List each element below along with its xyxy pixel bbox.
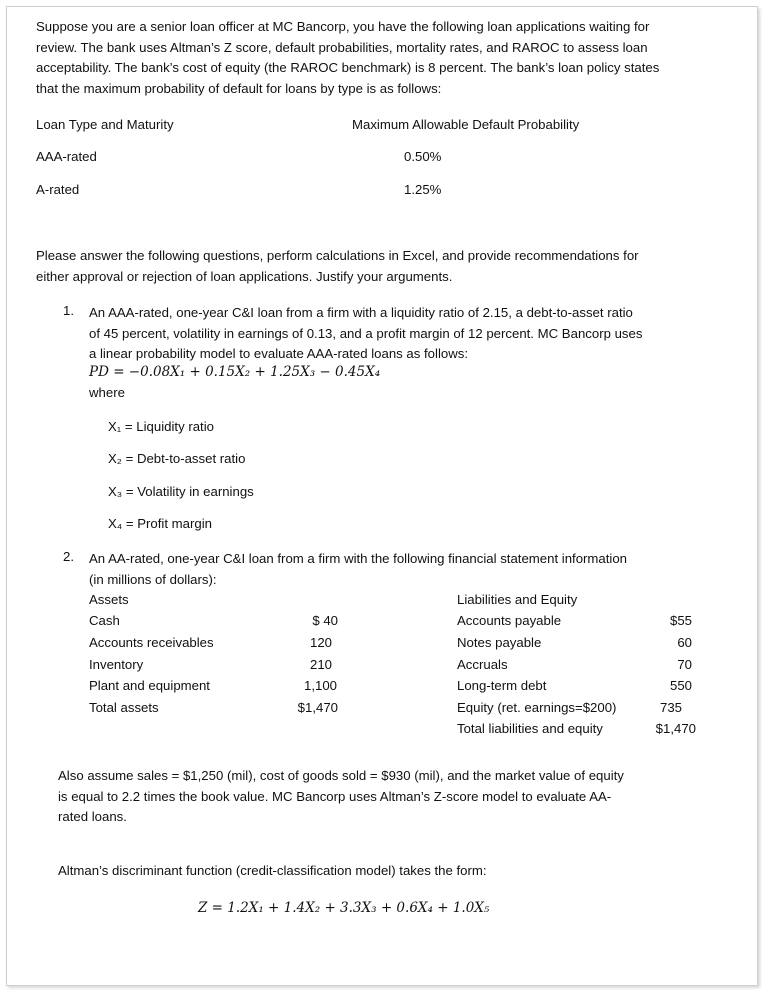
liability-value: 735 xyxy=(659,700,682,715)
question-2-number: 2. xyxy=(63,549,74,564)
asset-value: $1,470 xyxy=(297,700,338,715)
intro-line: Suppose you are a senior loan officer at MC Bancorp, you have the following loan applications waiting for xyxy=(36,19,650,34)
instructions-paragraph xyxy=(36,246,639,287)
liability-label: Accruals xyxy=(457,657,508,672)
assume-line: rated loans. xyxy=(58,809,127,824)
asset-value: 1,100 xyxy=(303,678,337,693)
liability-label: Notes payable xyxy=(457,635,542,650)
variable-definition: X₁ = Liquidity ratio xyxy=(108,419,214,434)
instructions-line: Please answer the following questions, perform calculations in Excel, and provide recommendations for xyxy=(36,248,639,263)
assume-line: Also assume sales = $1,250 (mil), cost of goods sold = $930 (mil), and the market value of equity xyxy=(58,768,624,783)
asset-value: 210 xyxy=(309,657,332,672)
policy-row-type: A-rated xyxy=(36,182,80,197)
policy-row-type: AAA-rated xyxy=(36,149,97,164)
intro-line: that the maximum probability of default for loans by type is as follows: xyxy=(36,80,442,96)
liability-value: 60 xyxy=(677,635,692,650)
altman-z-formula: Z = 1.2X₁ + 1.4X₂ + 3.3X₃ + 0.6X₄ + 1.0X₅ xyxy=(198,900,490,916)
altman-intro: Altman’s discriminant function (credit-classification model) takes the form: xyxy=(58,863,487,878)
variable-definition: X₃ = Volatility in earnings xyxy=(108,484,254,499)
asset-value: $ 40 xyxy=(312,613,338,628)
liability-value: $1,470 xyxy=(655,721,696,736)
intro-line: acceptability. The bank’s cost of equity (the RAROC benchmark) is 8 percent. The bank’s loan policy states xyxy=(36,60,660,75)
policy-col-loan-type: Loan Type and Maturity xyxy=(36,117,174,132)
liability-value: 550 xyxy=(669,678,692,693)
policy-col-max-default: Maximum Allowable Default Probability xyxy=(352,117,580,132)
q1-line: An AAA-rated, one-year C&I loan from a firm with a liquidity ratio of 2.15, a debt-to-asset ratio xyxy=(89,305,633,320)
liability-label: Total liabilities and equity xyxy=(457,721,603,736)
asset-label: Plant and equipment xyxy=(89,678,210,693)
pd-formula: PD = −0.08X₁ + 0.15X₂ + 1.25X₃ − 0.45X₄ xyxy=(89,364,381,380)
policy-row-value: 1.25% xyxy=(404,182,442,197)
liability-label: Accounts payable xyxy=(457,613,562,628)
asset-label: Accounts receivables xyxy=(89,635,214,650)
asset-label: Inventory xyxy=(89,657,144,672)
asset-label: Total assets xyxy=(89,700,159,715)
asset-value: 120 xyxy=(309,635,332,650)
variable-definition: X₄ = Profit margin xyxy=(108,516,212,531)
where-label: where xyxy=(89,385,125,400)
variable-definition: X₂ = Debt-to-asset ratio xyxy=(108,451,246,466)
assume-line: is equal to 2.2 times the book value. MC Bancorp uses Altman’s Z-score model to evaluate AA- xyxy=(58,788,612,804)
assumptions-paragraph xyxy=(58,766,624,828)
liabilities-header: Liabilities and Equity xyxy=(457,592,578,607)
q1-line: of 45 percent, volatility in earnings of 0.13, and a profit margin of 12 percent. MC Bancorp uses xyxy=(89,325,643,341)
q2-line: (in millions of dollars): xyxy=(89,571,217,587)
question-1-number: 1. xyxy=(63,303,74,318)
intro-paragraph xyxy=(36,17,659,99)
question-1-text xyxy=(89,303,642,365)
question-2-text xyxy=(89,549,627,590)
q2-line: An AA-rated, one-year C&I loan from a firm with the following financial statement information xyxy=(89,551,628,566)
liability-label: Equity (ret. earnings=$200) xyxy=(457,700,617,715)
assets-header: Assets xyxy=(89,592,129,607)
liability-label: Long-term debt xyxy=(457,678,547,693)
liability-value: 70 xyxy=(677,657,692,672)
policy-row-value: 0.50% xyxy=(404,149,442,164)
q1-line: a linear probability model to evaluate AAA-rated loans as follows: xyxy=(89,346,468,361)
liability-value: $55 xyxy=(669,613,692,628)
asset-label: Cash xyxy=(89,613,120,628)
instructions-line: either approval or rejection of loan applications. Justify your arguments. xyxy=(36,268,453,284)
intro-line: review. The bank uses Altman’s Z score, default probabilities, mortality rates, and RAROC to assess loan xyxy=(36,39,648,55)
